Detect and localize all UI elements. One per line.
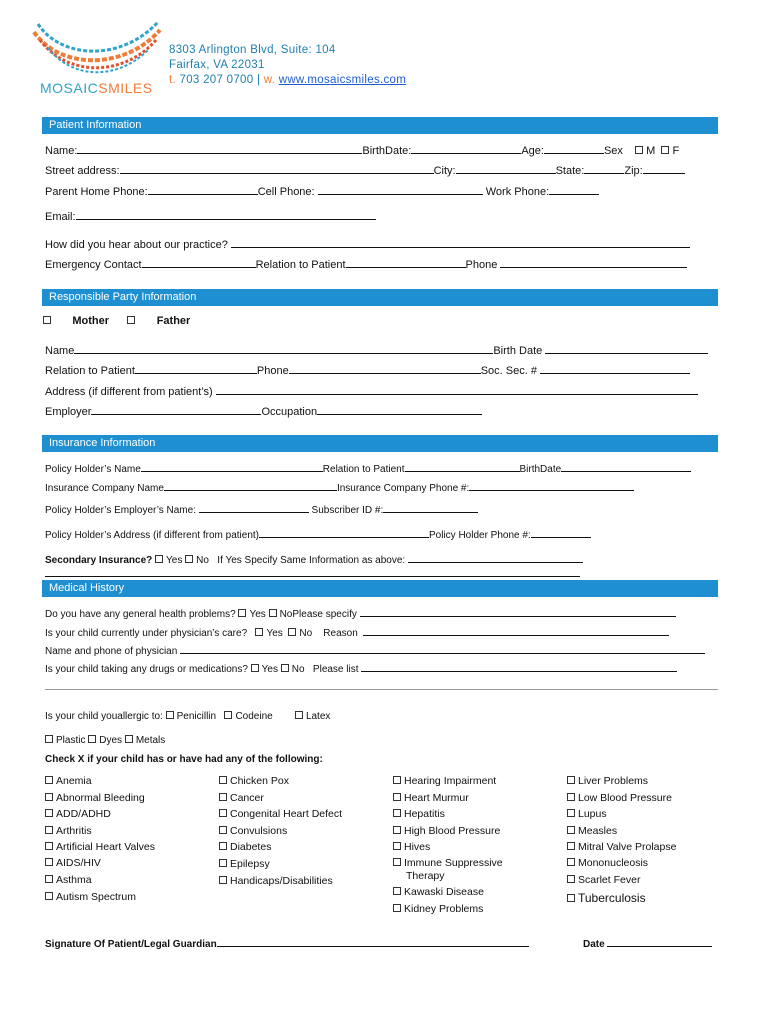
condition-item (45, 841, 155, 853)
condition-checkbox[interactable] (45, 892, 53, 900)
condition-item (393, 792, 469, 804)
allergy-row-2: Plastic Dyes Metals (45, 735, 165, 746)
condition-label: Low Blood Pressure (578, 792, 672, 804)
condition-checkbox[interactable] (567, 894, 575, 902)
insurance-row-4: Policy Holder’s Address (if different from patient) Policy Holder Phone #: (45, 527, 591, 541)
zip-field[interactable] (643, 163, 685, 174)
condition-item (393, 903, 483, 915)
condition-checkbox[interactable] (219, 793, 227, 801)
secondary-yes-checkbox[interactable] (155, 555, 163, 563)
condition-item (219, 825, 287, 837)
condition-item (567, 825, 617, 837)
responsible-birthdate-field[interactable] (545, 343, 708, 354)
responsible-row-3: Address (if different from patient’s) (45, 384, 698, 398)
medical-q1: Do you have any general health problems? Yes NoPlease specify (45, 606, 676, 620)
home-phone-field[interactable] (148, 184, 258, 195)
condition-item (45, 874, 92, 886)
father-checkbox[interactable] (127, 316, 135, 324)
birthdate-field[interactable] (411, 143, 521, 154)
city-field[interactable] (456, 163, 556, 174)
condition-item (219, 858, 270, 870)
condition-label: Diabetes (230, 841, 272, 853)
patient-row-3: Parent Home Phone: Cell Phone: Work Phone: (45, 184, 599, 198)
condition-label: AIDS/HIV (56, 857, 101, 869)
dyes-checkbox[interactable] (88, 735, 96, 743)
holder-birthdate-field[interactable] (561, 461, 691, 472)
subscriber-id-field[interactable] (383, 502, 478, 513)
condition-label: Tuberculosis (578, 891, 646, 905)
condition-label: Handicaps/Disabilities (230, 875, 333, 887)
emergency-relation-field[interactable] (346, 257, 466, 268)
q1-yes-checkbox[interactable] (238, 609, 246, 617)
condition-checkbox[interactable] (567, 858, 575, 866)
section-insurance: Insurance Information (42, 435, 718, 452)
condition-item (393, 857, 503, 869)
condition-label: Liver Problems (578, 775, 649, 787)
condition-item (45, 891, 136, 903)
condition-item (219, 875, 333, 887)
plastic-checkbox[interactable] (45, 735, 53, 743)
condition-label: Anemia (56, 775, 92, 787)
condition-label: Congenital Heart Defect (230, 808, 343, 820)
responsible-name-field[interactable] (74, 343, 493, 354)
q2-reason-field[interactable] (363, 625, 669, 636)
condition-item (567, 775, 648, 787)
conditions-title: Check X if your child has or have had any of the following: (45, 754, 323, 765)
age-field[interactable] (544, 143, 604, 154)
condition-label: High Blood Pressure (404, 825, 501, 837)
condition-checkbox[interactable] (45, 858, 53, 866)
secondary-details-field[interactable] (408, 552, 583, 563)
condition-item (393, 825, 500, 837)
insurance-row-3: Policy Holder’s Employer’s Name: Subscriber ID #: (45, 502, 478, 516)
work-phone-field[interactable] (549, 184, 599, 195)
condition-label: ADD/ADHD (56, 808, 111, 820)
condition-item (406, 870, 445, 882)
condition-label: Asthma (56, 874, 92, 886)
condition-label: Arthritis (56, 825, 92, 837)
q2-yes-checkbox[interactable] (255, 628, 263, 636)
condition-item (45, 808, 111, 820)
medical-q2: Is your child currently under physician’s care? Yes No Reason (45, 625, 669, 639)
condition-checkbox[interactable] (393, 793, 401, 801)
condition-item (219, 841, 271, 853)
condition-label: Autism Spectrum (56, 891, 136, 903)
condition-checkbox[interactable] (219, 859, 227, 867)
condition-item (219, 792, 264, 804)
date-field[interactable] (607, 936, 712, 947)
condition-label: Lupus (578, 808, 607, 820)
responsible-phone-field[interactable] (289, 363, 481, 374)
condition-item (45, 792, 145, 804)
condition-checkbox[interactable] (393, 904, 401, 912)
state-field[interactable] (584, 163, 624, 174)
responsible-relation-field[interactable] (135, 363, 257, 374)
physician-field[interactable] (180, 643, 705, 654)
allergy-row: Is your child youallergic to: Penicillin Codeine Latex (45, 711, 331, 722)
secondary-details-line (45, 576, 580, 577)
parent-type-row: Mother Father (43, 315, 190, 327)
company-name-field[interactable] (164, 480, 337, 491)
patient-row-1: Name: BirthDate: Age: Sex M F (45, 145, 680, 157)
penicillin-checkbox[interactable] (166, 711, 174, 719)
condition-item (393, 886, 484, 898)
section-patient-information: Patient Information (42, 117, 718, 134)
condition-checkbox[interactable] (45, 875, 53, 883)
condition-item (393, 775, 496, 787)
condition-item (45, 825, 92, 837)
condition-label: Hives (404, 841, 431, 853)
condition-checkbox[interactable] (45, 842, 53, 850)
holder-phone-field[interactable] (531, 527, 591, 538)
referral-field[interactable] (231, 237, 690, 248)
condition-label: Abnormal Bleeding (56, 792, 145, 804)
condition-checkbox[interactable] (219, 809, 227, 817)
condition-item (45, 775, 92, 787)
condition-label: Heart Murmur (404, 792, 469, 804)
metals-checkbox[interactable] (125, 735, 133, 743)
logo-text: MOSAICSMILES (40, 80, 153, 96)
medical-q3: Name and phone of physician (45, 643, 705, 657)
q4-list-field[interactable] (361, 661, 677, 672)
section-medical-history: Medical History (42, 580, 718, 597)
patient-row-6: Emergency Contact Relation to Patient Phone (45, 257, 687, 271)
employer-field[interactable] (91, 404, 261, 415)
practice-address: 8303 Arlington Blvd, Suite: 104 Fairfax, VA 22031 t. 703 207 0700 | w. www.mosaicsmiles.com (169, 44, 407, 86)
condition-checkbox[interactable] (393, 809, 401, 817)
condition-checkbox[interactable] (393, 887, 401, 895)
holder-name-field[interactable] (141, 461, 323, 472)
holder-employer-field[interactable] (199, 502, 309, 513)
patient-row-5: How did you hear about our practice? (45, 237, 690, 251)
codeine-checkbox[interactable] (224, 711, 232, 719)
signature-row: Signature Of Patient/Legal Guardian (45, 936, 529, 950)
responsible-row-4: Employer Occupation (45, 404, 482, 418)
condition-label: Scarlet Fever (578, 874, 641, 886)
condition-checkbox[interactable] (45, 826, 53, 834)
condition-checkbox[interactable] (393, 776, 401, 784)
signature-field[interactable] (217, 936, 529, 947)
condition-item (219, 808, 342, 820)
condition-label: Mitral Valve Prolapse (578, 841, 677, 853)
condition-label: Convulsions (230, 825, 288, 837)
condition-checkbox[interactable] (567, 875, 575, 883)
condition-label: Artificial Heart Valves (56, 841, 156, 853)
holder-relation-field[interactable] (405, 461, 520, 472)
condition-item (567, 891, 646, 905)
condition-checkbox[interactable] (567, 826, 575, 834)
condition-label: Immune Suppressive (404, 857, 503, 869)
condition-checkbox[interactable] (567, 776, 575, 784)
condition-label: Kawaski Disease (404, 886, 484, 898)
condition-label: Mononucleosis (578, 857, 649, 869)
condition-item (567, 792, 672, 804)
condition-item (567, 808, 607, 820)
condition-item (567, 874, 640, 886)
sex-f-checkbox[interactable] (661, 146, 669, 154)
condition-checkbox[interactable] (219, 826, 227, 834)
cell-phone-field[interactable] (318, 184, 483, 195)
q2-no-checkbox[interactable] (288, 628, 296, 636)
secondary-no-checkbox[interactable] (185, 555, 193, 563)
responsible-address-field[interactable] (216, 384, 698, 395)
emergency-phone-field[interactable] (500, 257, 687, 268)
email-field[interactable] (76, 209, 376, 220)
condition-item (45, 857, 101, 869)
responsible-row-2: Relation to Patient Phone Soc. Sec. # (45, 363, 690, 377)
condition-label: Measles (578, 825, 618, 837)
condition-checkbox[interactable] (393, 858, 401, 866)
section-responsible-party: Responsible Party Information (42, 289, 718, 306)
condition-item (567, 841, 676, 853)
q4-yes-checkbox[interactable] (251, 664, 259, 672)
condition-checkbox[interactable] (45, 809, 53, 817)
emergency-contact-field[interactable] (142, 257, 256, 268)
condition-checkbox[interactable] (393, 826, 401, 834)
q1-specify-field[interactable] (360, 606, 676, 617)
name-field[interactable] (77, 143, 362, 154)
q4-no-checkbox[interactable] (281, 664, 289, 672)
condition-checkbox[interactable] (219, 842, 227, 850)
condition-label: Hearing Impairment (404, 775, 497, 787)
sex-m-checkbox[interactable] (635, 146, 643, 154)
condition-checkbox[interactable] (567, 793, 575, 801)
date-row: Date (583, 936, 712, 950)
street-field[interactable] (120, 163, 434, 174)
condition-checkbox[interactable] (219, 876, 227, 884)
occupation-field[interactable] (317, 404, 482, 415)
condition-checkbox[interactable] (219, 776, 227, 784)
condition-checkbox[interactable] (45, 793, 53, 801)
insurance-row-5: Secondary Insurance? Yes No If Yes Specify Same Information as above: (45, 552, 583, 566)
condition-item (393, 841, 430, 853)
condition-label: Hepatitis (404, 808, 445, 820)
insurance-row-2: Insurance Company Name Insurance Company Phone #: (45, 480, 634, 494)
condition-checkbox[interactable] (567, 842, 575, 850)
condition-item (393, 808, 445, 820)
mother-checkbox[interactable] (43, 316, 51, 324)
insurance-row-1: Policy Holder’s Name Relation to Patient BirthDate (45, 461, 691, 475)
condition-item (219, 775, 289, 787)
divider (45, 689, 718, 690)
ssn-field[interactable] (540, 363, 690, 374)
medical-q4: Is your child taking any drugs or medications? Yes No Please list (45, 661, 677, 675)
condition-label: Therapy (406, 870, 445, 882)
condition-label: Cancer (230, 792, 264, 804)
holder-address-field[interactable] (259, 527, 429, 538)
website-link[interactable]: www.mosaicsmiles.com (278, 74, 407, 86)
condition-checkbox[interactable] (45, 776, 53, 784)
condition-checkbox[interactable] (567, 809, 575, 817)
condition-label: Epilepsy (230, 858, 270, 870)
condition-label: Chicken Pox (230, 775, 289, 787)
patient-row-2: Street address: City: State: Zip: (45, 163, 685, 177)
condition-checkbox[interactable] (393, 842, 401, 850)
latex-checkbox[interactable] (295, 711, 303, 719)
patient-row-4: Email: (45, 209, 376, 223)
q1-no-checkbox[interactable] (269, 609, 277, 617)
company-phone-field[interactable] (469, 480, 634, 491)
responsible-row-1: Name Birth Date (45, 343, 708, 357)
condition-label: Kidney Problems (404, 903, 484, 915)
condition-item (567, 857, 648, 869)
